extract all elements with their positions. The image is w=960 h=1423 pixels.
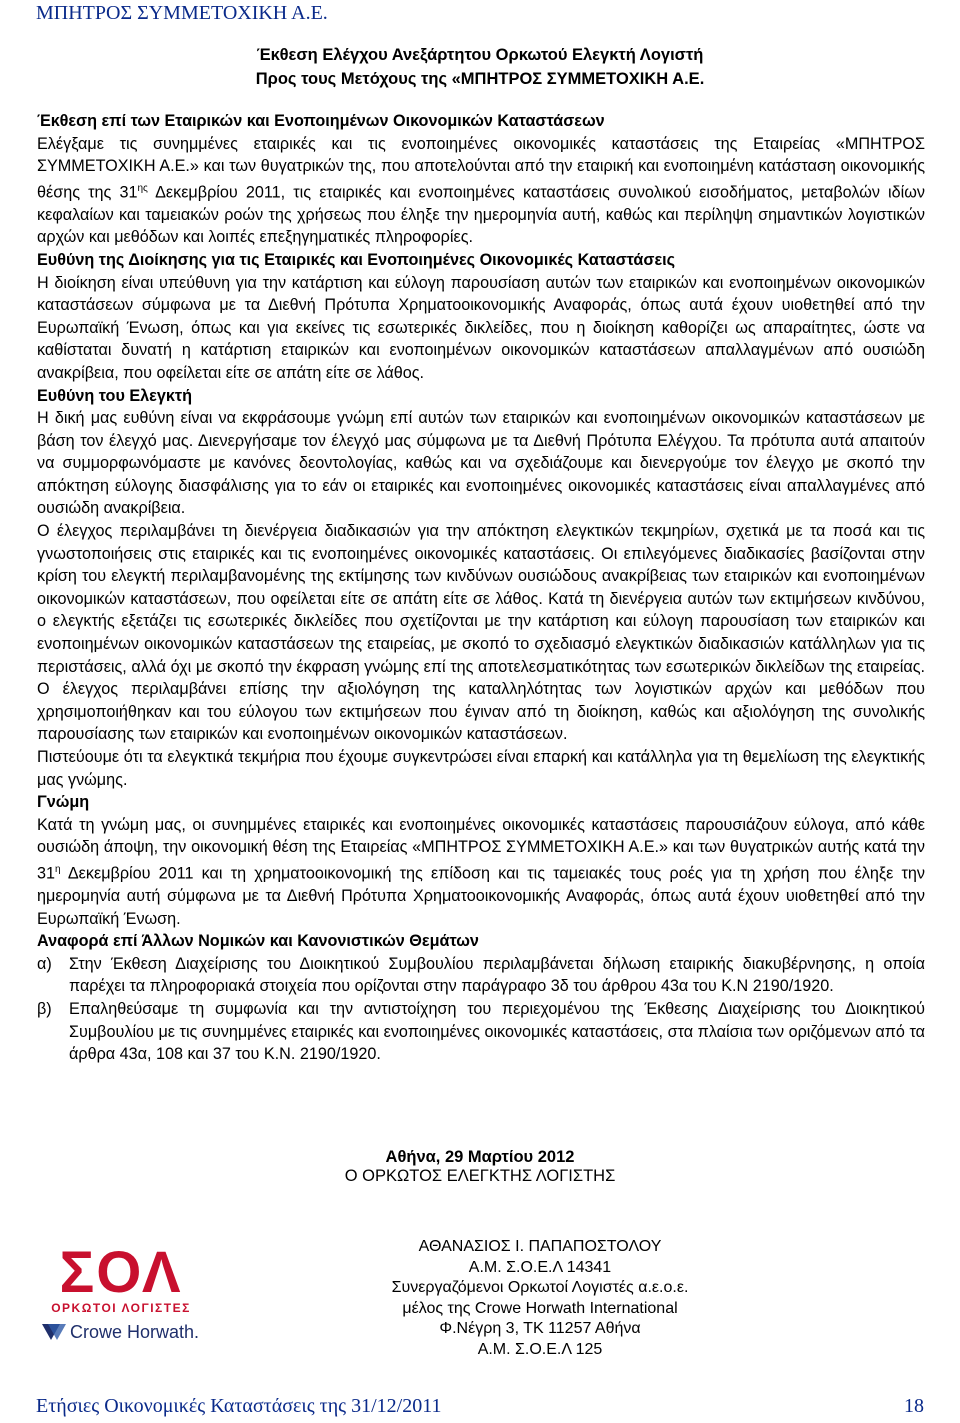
heading-opinion: Γνώμη <box>37 793 90 812</box>
paragraph-scope-part2: Δεκεμβρίου 2011, τις εταιρικές και ενοποιημένες καταστάσεις συνολικού εισοδήματος, μεταβολών ιδίων κεφαλαίων και ταμειακών ροών της χρήσεως που έληξε την ημερομηνία αυτή, καθώς και περίληψη σημαντικών λογιστικών αρχών και μεθόδων και λοιπές επεξηγηματικές πληροφορίες. <box>37 183 925 247</box>
auditor-registration: Α.Μ. Σ.Ο.Ε.Λ 14341 <box>468 1258 612 1276</box>
network-membership: μέλος της Crowe Horwath International <box>402 1299 678 1317</box>
signoff-date: Αθήνα, 29 Μαρτίου 2012 <box>385 1148 575 1166</box>
heading-other-matters: Αναφορά επί Άλλων Νομικών και Κανονιστικών Θεμάτων <box>37 932 479 951</box>
sol-crowe-horwath-logo <box>36 1240 206 1348</box>
list-item-label: β) <box>37 999 52 1018</box>
logo-graphic <box>36 1240 206 1348</box>
list-item <box>37 998 925 1066</box>
auditor-signature-block <box>300 1237 780 1360</box>
page-number: 18 <box>904 1395 924 1417</box>
logo-main-text: ΣΟΛ <box>59 1240 183 1305</box>
report-addressee: Προς τους Μετόχους της «ΜΠΗΤΡΟΣ ΣΥΜΜΕΤΟΧΙΚΗ Α.Ε. <box>255 70 705 88</box>
firm-name: Συνεργαζόμενοι Ορκωτοί Λογιστές α.ε.ο.ε. <box>391 1279 689 1296</box>
list-item-label: α) <box>37 954 52 973</box>
auditor-name: ΑΘΑΝΑΣΙΟΣ Ι. ΠΑΠΑΠΟΣΤΟΛΟΥ <box>418 1238 662 1255</box>
paragraph-scope-part1: Ελέγξαμε τις συνημμένες εταιρικές και τις ενοποιημένες οικονομικές καταστάσεις της Εταιρείας «ΜΠΗΤΡΟΣ ΣΥΜΜΕΤΟΧΙΚΗ Α.Ε.» και των θυγατρικών της, που αποτελούνται από την εταιρική και ενοποιημένη κατάσταση οικονομικής θέσης της 31 <box>37 134 925 202</box>
logo-sub-text: ΟΡΚΩΤΟΙ ΛΟΓΙΣΤΕΣ <box>51 1301 191 1315</box>
firm-registration: Α.Μ. Σ.Ο.Ε.Λ 125 <box>477 1340 603 1358</box>
firm-address: Φ.Νέγρη 3, ΤΚ 11257 Αθήνα <box>439 1320 641 1337</box>
report-body <box>37 110 925 1066</box>
paragraph-auditor-3: Πιστεύουμε ότι τα ελεγκτικά τεκμήρια που έχουμε συγκεντρώσει είναι επαρκή και κατάλληλα για τη θεμελίωση της ελεγκτικής μας γνώμης. <box>37 748 925 789</box>
ordinal-suffix: ης <box>137 182 148 194</box>
paragraph-auditor-1: Η δική μας ευθύνη είναι να εκφράσουμε γνώμη επί αυτών των εταιρικών και ενοποιημένων οικονομικών καταστάσεων με βάση τον έλεγχό μας. Διενεργήσαμε τον έλεγχό μας σύμφωνα με τα Διεθνή Πρότυπα Ελέγχου. Τα πρότυπα αυτά απαιτούν να συμμορφωνόμαστε με κανόνες δεοντολογίας, καθώς και να σχεδιάζουμε και διενεργούμε τον έλεγχο με σκοπό την απόκτηση εύλογης διασφάλισης για το εάν οι εταιρικές και ενοποιημένες οικονομικές καταστάσεις είναι απαλλαγμένες από ουσιώδη ανακρίβεια. <box>37 409 925 518</box>
list-item-text: Επαληθεύσαμε τη συμφωνία και την αντιστοίχηση του περιεχομένου της Έκθεσης Διαχείρισης του Διοικητικού Συμβουλίου με τις συνημμένες εταιρικές και ενοποιημένες οικονομικές καταστάσεις, στα πλαίσια των οριζόμενων από τα άρθρα 43α, 108 και 37 του Κ.Ν. 2190/1920. <box>69 999 925 1064</box>
list-item <box>37 953 925 998</box>
ordinal-suffix: η <box>55 863 61 875</box>
list-item-text: Στην Έκθεση Διαχείρισης του Διοικητικού Συμβουλίου περιλαμβάνεται δήλωση εταιρικής διακυβέρνησης, η οποία παρέχει τα πληροφοριακά στοιχεία που ορίζονται στην παράγραφο 3δ του άρθρου 43α του Κ.Ν 2190/1920. <box>69 954 925 996</box>
signoff-date-block <box>0 1148 960 1186</box>
page-footer <box>36 1395 924 1418</box>
paragraph-management: Η διοίκηση είναι υπεύθυνη για την κατάρτιση και εύλογη παρουσίαση αυτών των εταιρικών και ενοποιημένων οικονομικών καταστάσεων σύμφωνα με τα Διεθνή Πρότυπα Χρηματοοικονομικής Αναφοράς, όπως αυτά έχουν υιοθετηθεί από την Ευρωπαϊκή Ένωση, όπως και για εκείνες τις εσωτερικές δικλείδες, που η διοίκηση καθορίζει ως απαραίτητες, ώστε να καθίσταται δυνατή η κατάρτιση εταιρικών και ενοποιημένων οικονομικών καταστάσεων απαλλαγμένων από ουσιώδη ανακρίβεια, που οφείλεται είτε σε απάτη είτε σε λάθος. <box>37 273 925 382</box>
footer-title: Ετήσιες Οικονομικές Καταστάσεις της 31/12/2011 <box>36 1395 442 1417</box>
signoff-role: Ο ΟΡΚΩΤΟΣ ΕΛΕΓΚΤΗΣ ΛΟΓΙΣΤΗΣ <box>344 1167 616 1185</box>
running-header: ΜΠΗΤΡΟΣ ΣΥΜΜΕΤΟΧΙΚΗ Α.Ε. <box>36 2 328 24</box>
paragraph-auditor-2: Ο έλεγχος περιλαμβάνει τη διενέργεια διαδικασιών για την απόκτηση ελεγκτικών τεκμηρίων, σχετικά με τα ποσά και τις γνωστοποιήσεις στις εταιρικές και τις ενοποιημένες οικονομικές καταστάσεις. Οι επιλεγόμενες διαδικασίες βασίζονται στην κρίση του ελεγκτή περιλαμβανομένης της εκτίμησης των κινδύνων ουσιώδους ανακρίβειας των εταιρικών και ενοποιημένων οικονομικών καταστάσεων, που οφείλεται είτε σε απάτη είτε σε λάθος. Κατά τη διενέργεια αυτών των εκτιμήσεων κινδύνου, ο ελεγκτής εξετάζει τις εσωτερικές δικλείδες που σχετίζονται με την κατάρτιση και εύλογη παρουσίαση των εταιρικών και ενοποιημένων οικονομικών καταστάσεων της εταιρείας, με σκοπό το σχεδιασμό ελεγκτικών διαδικασιών κατάλληλων για τις περιστάσεις, αλλά όχι με σκοπό την έκφραση γνώμης επί της αποτελεσματικότητας των εσωτερικών δικλείδων της εταιρείας. Ο έλεγχος περιλαμβάνει επίσης την αξιολόγηση της καταλληλότητας των λογιστικών αρχών και μεθόδων που χρησιμοποιήθηκαν και του εύλογου των εκτιμήσεων που έγιναν από τη διοίκηση, καθώς και αξιολόγηση της συνολικής παρουσίασης των εταιρικών και ενοποιημένων οικονομικών καταστάσεων. <box>37 522 925 744</box>
paragraph-scope <box>37 133 925 249</box>
paragraph-opinion-part1: Κατά τη γνώμη μας, οι συνημμένες εταιρικές και ενοποιημένες οικονομικές καταστάσεις παρουσιάζουν εύλογα, από κάθε ουσιώδη άποψη, την οικονομική θέση της Εταιρείας «ΜΠΗΤΡΟΣ ΣΥΜΜΕΤΟΧΙΚΗ Α.Ε.» και των θυγατρικών αυτής κατά την 31 <box>37 815 925 883</box>
report-title: Έκθεση Ελέγχου Ανεξάρτητου Ορκωτού Ελεγκτή Λογιστή <box>256 46 704 64</box>
paragraph-opinion-part2: Δεκεμβρίου 2011 και τη χρηματοοικονομική της επίδοση και τις ταμειακές τους ροές για τη χρήση που έληξε την ημερομηνία αυτή σύμφωνα με τα Διεθνή Πρότυπα Χρηματοοικονομικής Αναφοράς, όπως αυτά έχουν υιοθετηθεί από την Ευρωπαϊκή Ένωση. <box>37 864 925 928</box>
heading-statements: Έκθεση επί των Εταιρικών και Ενοποιημένων Οικονομικών Καταστάσεων <box>37 112 605 130</box>
heading-auditor: Ευθύνη του Ελεγκτή <box>37 386 192 405</box>
heading-management: Ευθύνη της Διοίκησης για τις Εταιρικές και Ενοποιημένες Οικονομικές Καταστάσεις <box>37 250 676 269</box>
logo-brand-text: Crowe Horwath. <box>70 1322 200 1342</box>
crowe-mark-icon <box>42 1324 66 1340</box>
paragraph-opinion <box>37 814 925 930</box>
